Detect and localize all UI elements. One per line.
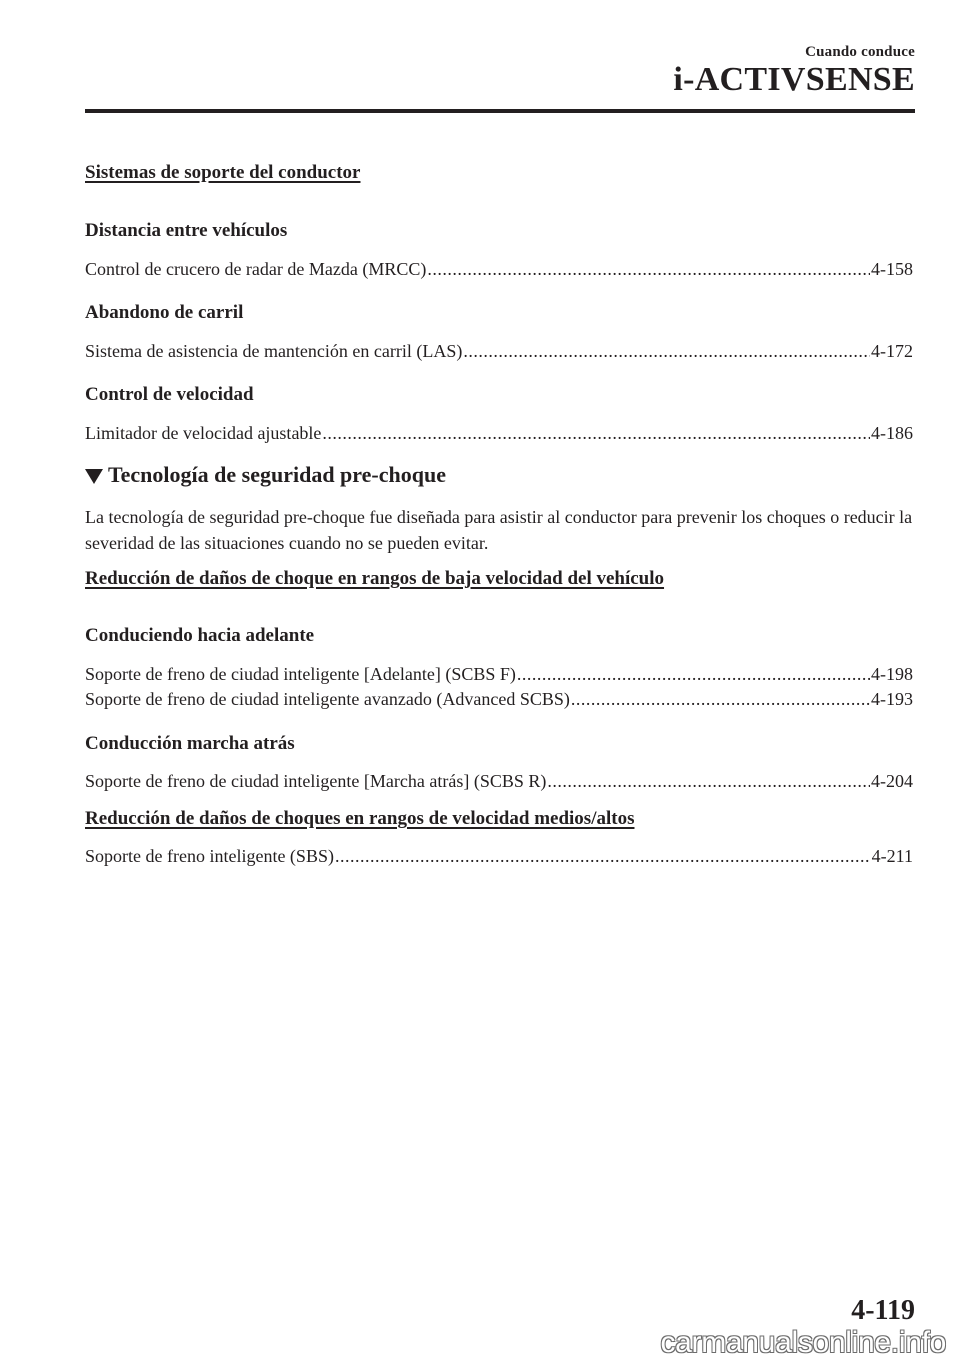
toc-entry-speed-limiter[interactable] bbox=[85, 423, 913, 444]
toc-entry-scbs-f[interactable] bbox=[85, 664, 913, 685]
toc-entry-las[interactable] bbox=[85, 341, 913, 362]
toc-entry-text: Soporte de freno inteligente (SBS) bbox=[85, 846, 334, 866]
toc-entry-text: Control de crucero de radar de Mazda (MRCC) bbox=[85, 259, 427, 279]
subheading-speed: Control de velocidad bbox=[85, 384, 254, 405]
section-title-header: i-ACTIVSENSE bbox=[673, 61, 915, 98]
toc-page-ref: 4-172 bbox=[871, 341, 913, 361]
precrash-heading-text: Tecnología de seguridad pre-choque bbox=[108, 462, 446, 487]
toc-page-ref: 4-211 bbox=[871, 846, 913, 866]
precrash-heading bbox=[85, 462, 446, 488]
toc-entry-mrcc[interactable] bbox=[85, 259, 913, 280]
toc-leader-dots bbox=[335, 846, 871, 867]
low-speed-title: Reducción de daños de choque en rangos de baja velocidad del vehículo bbox=[85, 568, 665, 589]
triangle-down-icon bbox=[85, 469, 103, 484]
subheading-lane: Abandono de carril bbox=[85, 302, 244, 323]
toc-entry-text: Soporte de freno de ciudad inteligente [Marcha atrás] (SCBS R) bbox=[85, 771, 547, 791]
toc-entry-scbs-r[interactable] bbox=[85, 771, 913, 792]
toc-page-ref: 4-158 bbox=[871, 259, 913, 279]
toc-leader-dots bbox=[517, 664, 870, 685]
toc-entry-text: Sistema de asistencia de mantención en carril (LAS) bbox=[85, 341, 463, 361]
toc-page-ref: 4-204 bbox=[871, 771, 913, 791]
toc-entry-sbs[interactable] bbox=[85, 846, 913, 867]
toc-leader-dots bbox=[427, 259, 870, 280]
toc-page-ref: 4-198 bbox=[871, 664, 913, 684]
toc-page-ref: 4-193 bbox=[871, 689, 913, 709]
precrash-description: La tecnología de seguridad pre-choque fue diseñada para asistir al conductor para prevenir los choques o reducir la severidad de las situaciones cuando no se pueden evitar. bbox=[85, 507, 913, 553]
page-number: 4-119 bbox=[851, 1295, 915, 1326]
toc-leader-dots bbox=[547, 771, 870, 792]
toc-entry-text: Soporte de freno de ciudad inteligente [Adelante] (SCBS F) bbox=[85, 664, 516, 684]
header-divider bbox=[85, 109, 915, 113]
toc-entry-text: Limitador de velocidad ajustable bbox=[85, 423, 322, 443]
toc-entry-advanced-scbs[interactable] bbox=[85, 689, 913, 710]
driver-support-title: Sistemas de soporte del conductor bbox=[85, 162, 361, 183]
toc-page-ref: 4-186 bbox=[871, 423, 913, 443]
chapter-label: Cuando conduce bbox=[805, 44, 915, 60]
toc-entry-text: Soporte de freno de ciudad inteligente avanzado (Advanced SCBS) bbox=[85, 689, 570, 709]
subheading-reverse: Conducción marcha atrás bbox=[85, 733, 295, 754]
toc-leader-dots bbox=[571, 689, 870, 710]
mid-high-speed-title: Reducción de daños de choques en rangos de velocidad medios/altos bbox=[85, 808, 635, 829]
subheading-distance: Distancia entre vehículos bbox=[85, 220, 288, 241]
toc-leader-dots bbox=[322, 423, 870, 444]
subheading-forward: Conduciendo hacia adelante bbox=[85, 625, 315, 646]
toc-leader-dots bbox=[463, 341, 870, 362]
watermark: carmanualsonline.info bbox=[660, 1326, 946, 1359]
